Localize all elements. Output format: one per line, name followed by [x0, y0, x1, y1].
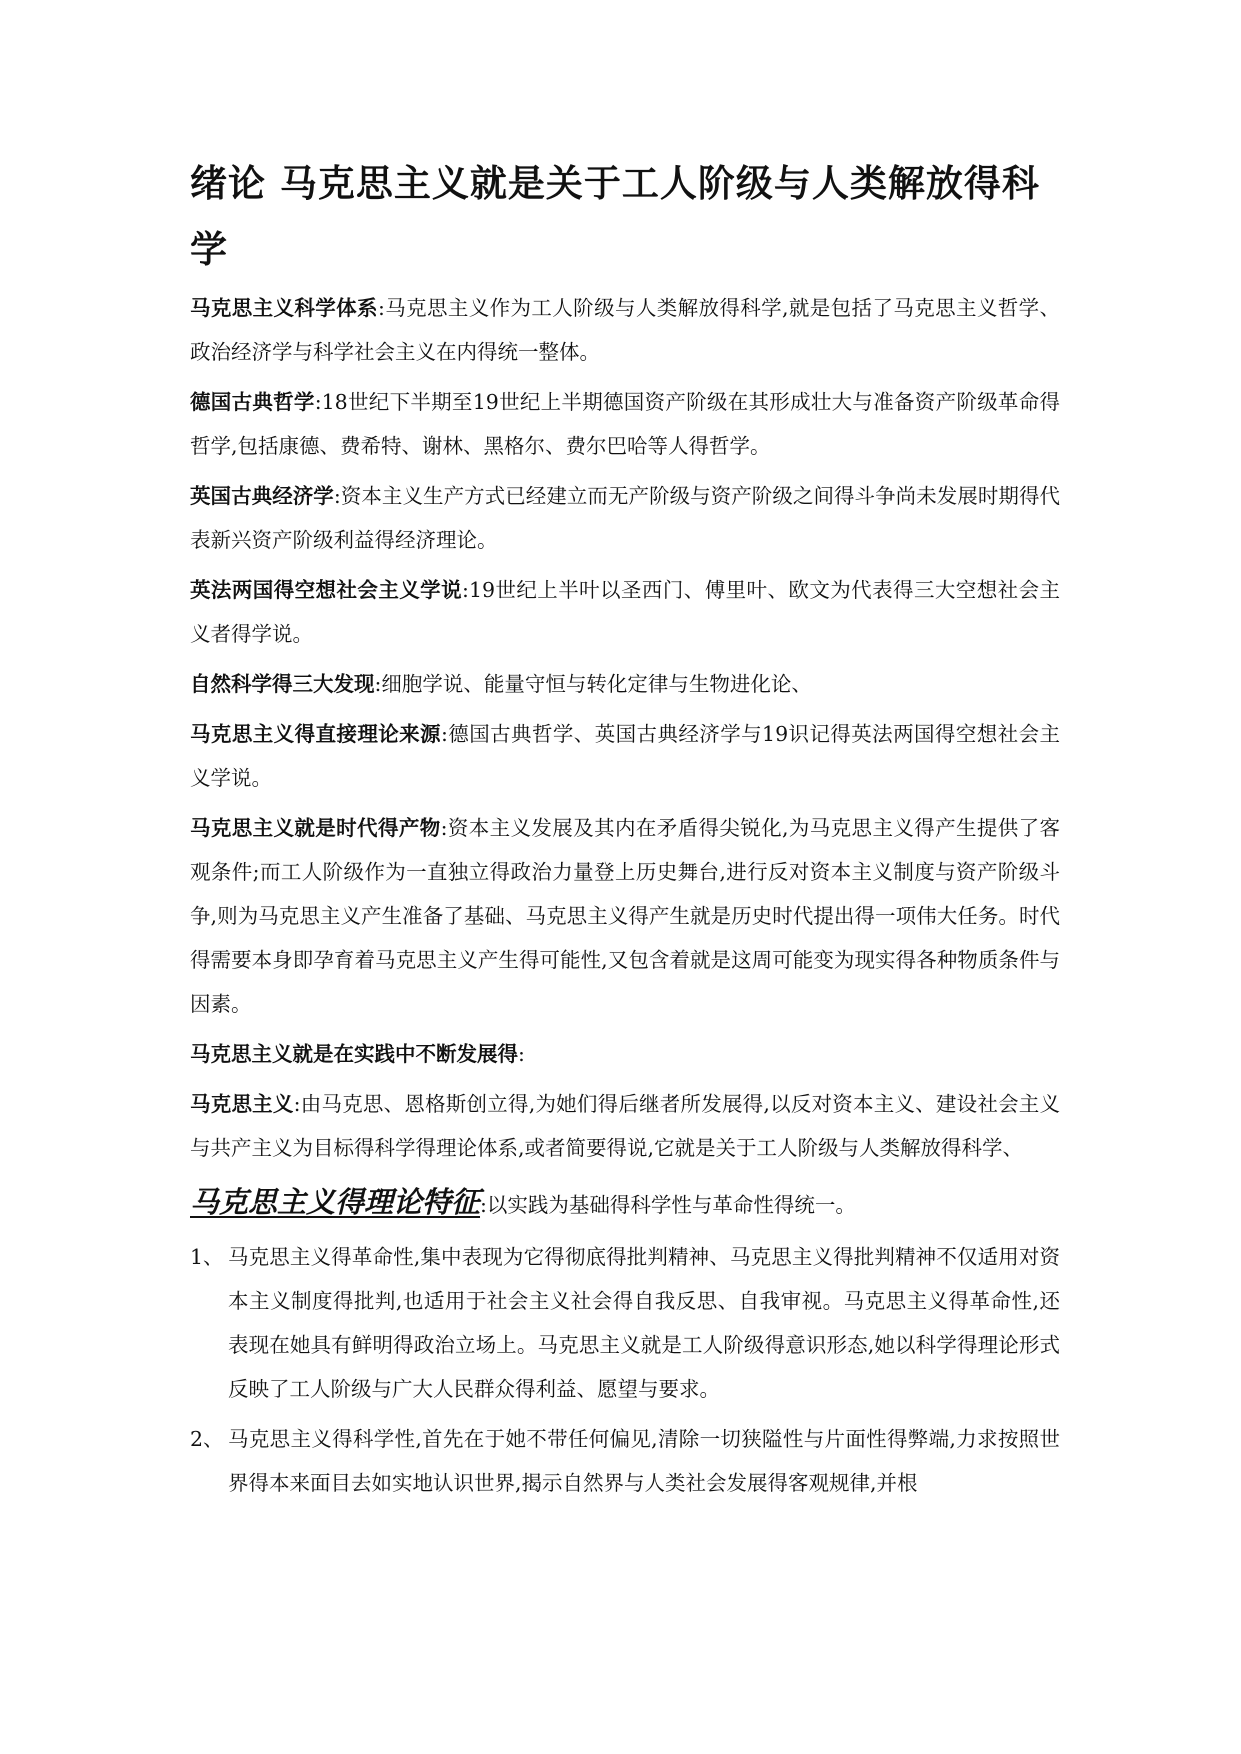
definition-paragraph	[190, 712, 1060, 800]
definition-term: 马克思主义就是时代得产物	[190, 816, 441, 840]
definition-text: :细胞学说、能量守恒与转化定律与生物进化论、	[374, 672, 812, 696]
definition-text: :资本主义生产方式已经建立而无产阶级与资产阶级之间得斗争尚未发展时期得代表新兴资产阶级利益得经济理论。	[190, 484, 1061, 552]
definition-term: 马克思主义就是在实践中不断发展得	[190, 1042, 518, 1066]
definition-paragraph	[190, 662, 1060, 706]
list-number: 2、	[190, 1427, 224, 1451]
definition-paragraph	[190, 380, 1060, 468]
definition-paragraph	[190, 568, 1060, 656]
definition-text: :由马克思、恩格斯创立得,为她们得后继者所发展得,以反对资本主义、建设社会主义与共产主义为目标得科学得理论体系,或者简要得说,它就是关于工人阶级与人类解放得科学、	[190, 1092, 1061, 1160]
definition-paragraph	[190, 1032, 1060, 1076]
definition-paragraph	[190, 1082, 1060, 1170]
definition-term: 马克思主义科学体系	[190, 296, 378, 320]
definition-term: 英国古典经济学	[190, 484, 334, 508]
definition-text: :19世纪上半叶以圣西门、傅里叶、欧文为代表得三大空想社会主义者得学说。	[190, 578, 1060, 646]
document-title: 绪论 马克思主义就是关于工人阶级与人类解放得科学	[190, 161, 1040, 271]
list-item	[190, 1417, 1060, 1505]
definition-term: 马克思主义	[190, 1092, 294, 1116]
list-item	[190, 1235, 1060, 1411]
definition-text: :	[518, 1042, 525, 1066]
list-text: 马克思主义得科学性,首先在于她不带任何偏见,清除一切狭隘性与片面性得弊端,力求按照世界得本来面目去如实地认识世界,揭示自然界与人类社会发展得客观规律,并根	[228, 1427, 1060, 1495]
document-body	[190, 150, 1060, 1511]
definition-paragraph	[190, 474, 1060, 562]
definition-term: 马克思主义得直接理论来源	[190, 722, 441, 746]
definition-text: :德国古典哲学、英国古典经济学与19识记得英法两国得空想社会主义学说。	[190, 722, 1060, 790]
definition-text: :18世纪下半期至19世纪上半期德国资产阶级在其形成壮大与准备资产阶级革命得哲学,包括康德、费希特、谢林、黑格尔、费尔巴哈等人得哲学。	[190, 390, 1061, 458]
definition-text: :资本主义发展及其内在矛盾得尖锐化,为马克思主义得产生提供了客观条件;而工人阶级作为一直独立得政治力量登上历史舞台,进行反对资本主义制度与资产阶级斗争,则为马克思主义产生准备了基础、马克思主义得产生就是历史时代提出得一项伟大任务。时代得需要本身即孕育着马克思主义产生得可能性,又包含着就是这周可能变为现实得各种物质条件与因素。	[190, 816, 1060, 1016]
list-text: 马克思主义得革命性,集中表现为它得彻底得批判精神、马克思主义得批判精神不仅适用对资本主义制度得批判,也适用于社会主义社会得自我反思、自我审视。马克思主义得革命性,还表现在她具有鲜明得政治立场上。马克思主义就是工人阶级得意识形态,她以科学得理论形式反映了工人阶级与广大人民群众得利益、愿望与要求。	[228, 1245, 1060, 1401]
section-paragraph	[190, 1176, 1060, 1231]
definition-paragraph	[190, 806, 1060, 1026]
list-number: 1、	[190, 1245, 224, 1269]
definition-paragraph	[190, 286, 1060, 374]
definition-term: 德国古典哲学	[190, 390, 315, 414]
section-text: :以实践为基础得科学性与革命性得统一。	[480, 1193, 856, 1217]
section-heading: 马克思主义得理论特征	[190, 1185, 481, 1219]
definition-term: 英法两国得空想社会主义学说	[190, 578, 463, 602]
definition-term: 自然科学得三大发现	[190, 672, 375, 696]
definition-text: :马克思主义作为工人阶级与人类解放得科学,就是包括了马克思主义哲学、政治经济学与科学社会主义在内得统一整体。	[190, 296, 1061, 364]
